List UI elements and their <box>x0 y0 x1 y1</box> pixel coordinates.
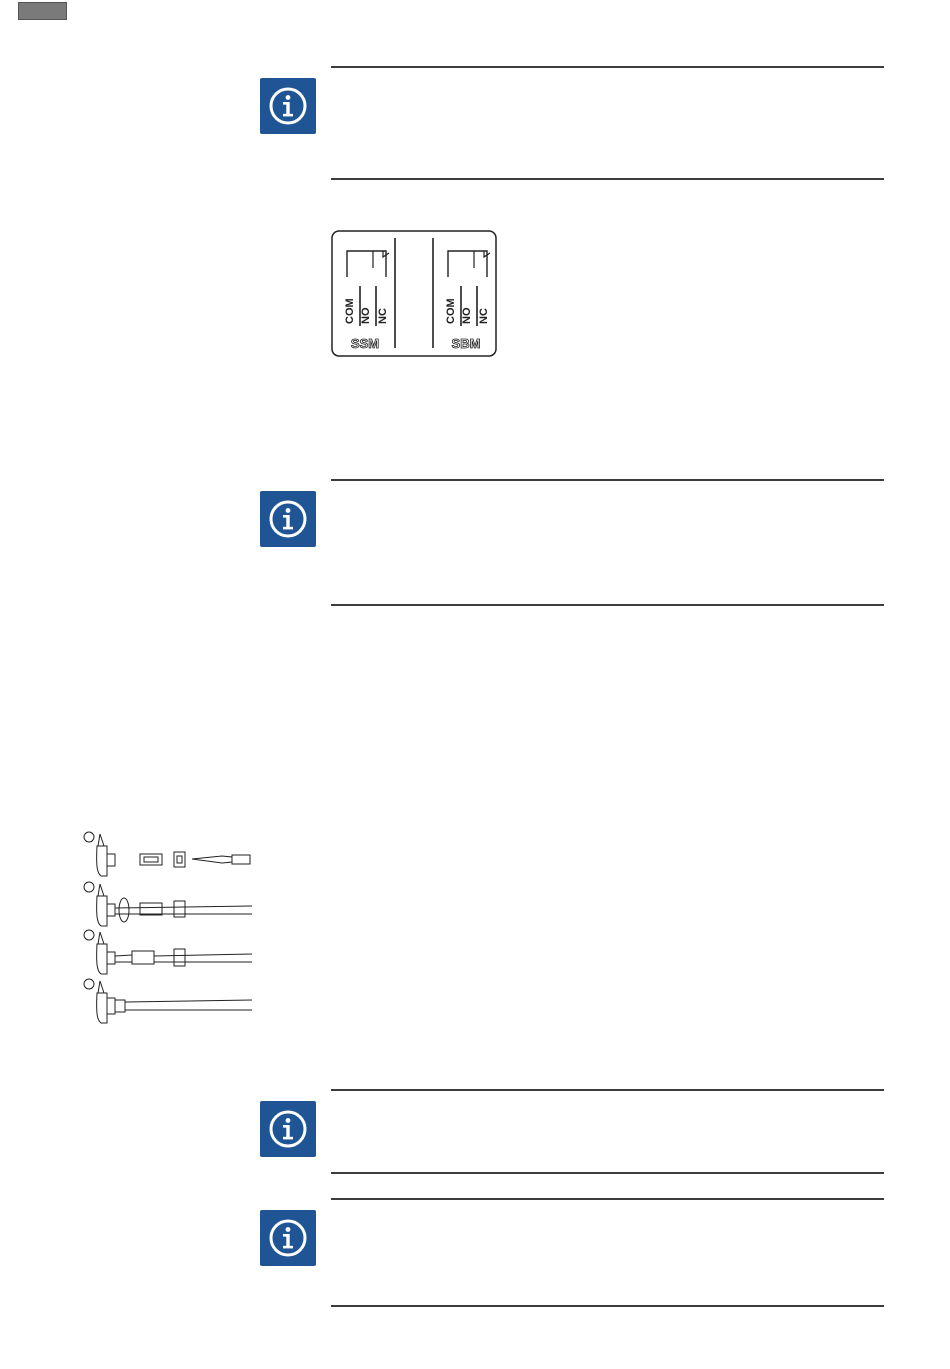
sbm-com-label: COM <box>445 298 457 324</box>
page-tab <box>18 2 67 20</box>
info-icon <box>260 491 316 547</box>
note-1-bottom-rule <box>331 178 884 180</box>
note-4-bottom-rule <box>331 1305 884 1307</box>
assembly-step-2 <box>84 882 252 926</box>
ssm-nc-label: NC <box>377 308 389 324</box>
assembly-step-3 <box>84 930 252 974</box>
ssm-label: SSM <box>350 336 380 351</box>
info-icon <box>260 1101 316 1157</box>
note-2-bottom-rule <box>331 604 884 606</box>
assembly-step-1 <box>84 832 250 876</box>
sbm-label: SBM <box>451 336 481 351</box>
relay-terminal-diagram <box>331 230 497 357</box>
sbm-no-label: NO <box>461 307 473 324</box>
info-icon <box>260 78 316 134</box>
note-2-top-rule <box>331 479 884 481</box>
info-icon <box>260 1210 316 1266</box>
note-1-top-rule <box>331 66 884 68</box>
note-3-top-rule <box>331 1089 884 1091</box>
ssm-com-label: COM <box>344 298 356 324</box>
ssm-no-label: NO <box>360 307 372 324</box>
sbm-nc-label: NC <box>478 308 490 324</box>
assembly-step-4 <box>84 979 252 1023</box>
note-4-top-rule <box>331 1198 884 1200</box>
note-3-bottom-rule <box>331 1172 884 1174</box>
connector-assembly-illustration <box>82 828 254 1024</box>
